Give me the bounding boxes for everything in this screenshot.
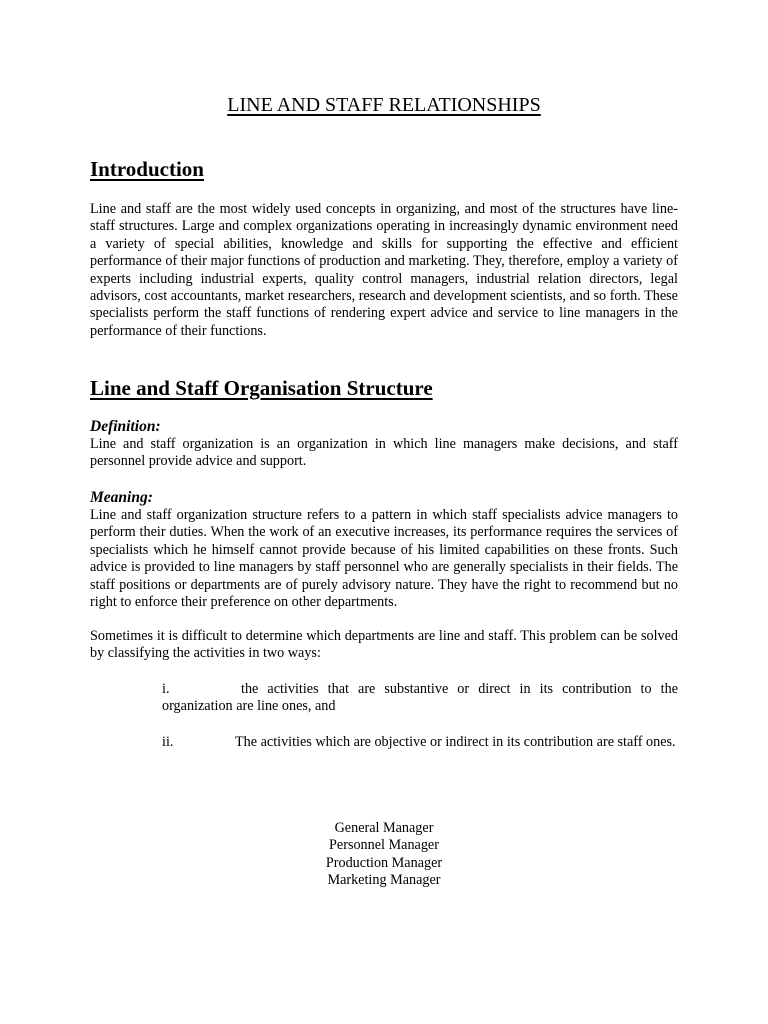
list-marker: ii.	[162, 734, 174, 750]
meaning-label: Meaning:	[90, 489, 153, 506]
manager-list	[0, 820, 768, 890]
introduction-paragraph: Line and staff are the most widely used concepts in organizing, and most of the structures have line-staff structures. Large and complex organizations operating in increasingly dynamic environment need a variety of special abilities, knowledge and skills for supporting the effective and efficient performance of their major functions of production and marketing. They, therefore, employ a variety of experts including industrial experts, quality control managers, industrial relation directors, legal advisors, cost accountants, market researchers, research and development scientists, and so forth. These specialists perform the staff functions of rendering expert advice and service to line managers in the performance of their functions.	[90, 201, 678, 339]
list-item-text: the activities that are substantive or direct in its contribution to the organization are line ones, and	[162, 681, 678, 715]
meaning-paragraph: Line and staff organization structure refers to a pattern in which staff specialists advice managers to perform their duties. When the work of an executive increases, its performance requires the services of specialists which he himself cannot provide because of his limited capabilities on these fronts. Such advice is provided to line managers by staff personnel who are generally specialists in their fields. The staff positions or departments are of purely advisory nature. They have the right to recommend but no right to enforce their preference on other departments.	[90, 507, 678, 611]
manager-item-general: General Manager	[334, 820, 434, 836]
document-title: LINE AND STAFF RELATIONSHIPS	[227, 94, 541, 116]
definition-label: Definition:	[90, 418, 161, 435]
list-item	[162, 681, 678, 716]
introduction-heading: Introduction	[90, 157, 204, 181]
manager-item-production: Production Manager	[325, 854, 443, 871]
manager-item-personnel: Personnel Manager	[329, 837, 439, 854]
list-item-text: The activities which are objective or indirect in its contribution are staff ones.	[235, 734, 676, 750]
manager-item-marketing: Marketing Manager	[327, 872, 441, 889]
list-item	[162, 734, 678, 751]
definition-paragraph: Line and staff organization is an organization in which line managers make decisions, and staff personnel provide advice and support.	[90, 436, 678, 470]
classification-paragraph: Sometimes it is difficult to determine which departments are line and staff. This problem can be solved by classifying the activities in two ways:	[90, 628, 678, 662]
structure-heading: Line and Staff Organisation Structure	[90, 376, 433, 400]
list-marker: i.	[162, 681, 170, 697]
